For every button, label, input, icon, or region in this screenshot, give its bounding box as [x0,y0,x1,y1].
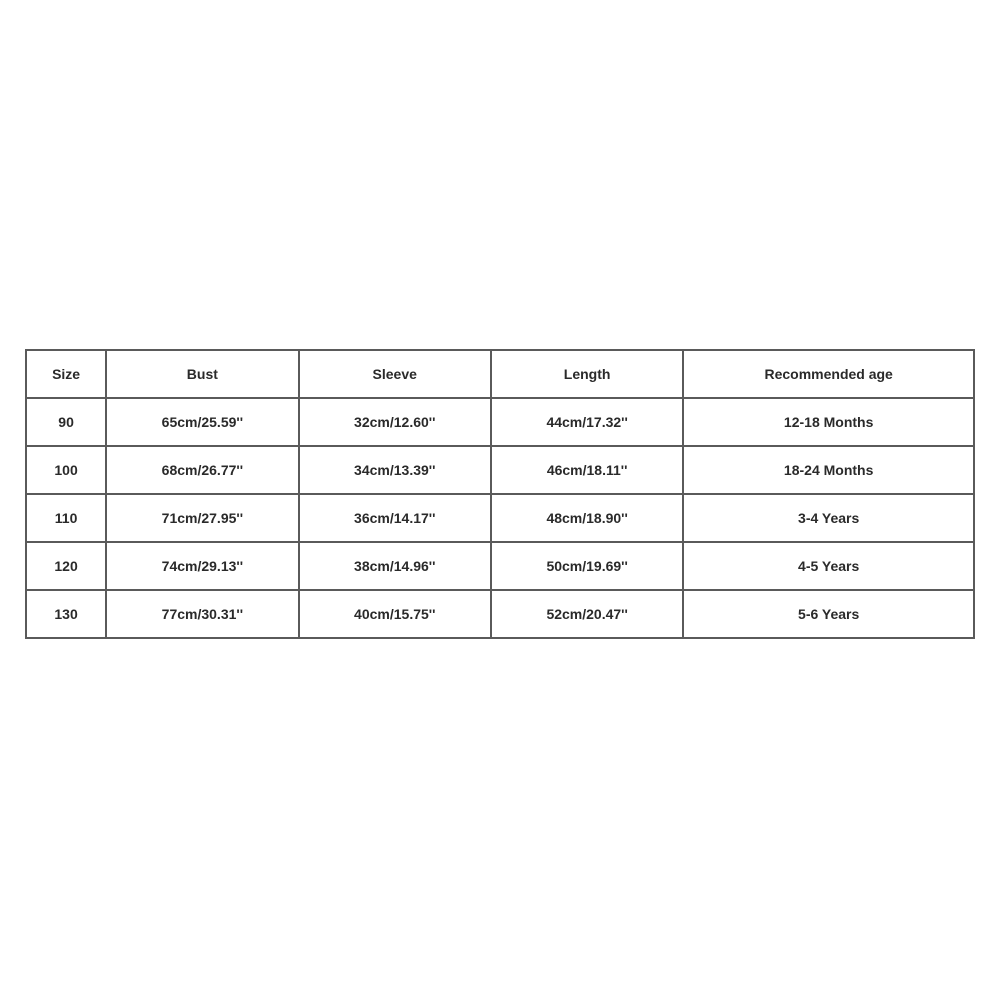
table-header-row [26,350,974,398]
cell-length: 48cm/18.90'' [491,494,683,542]
cell-size: 130 [26,590,106,638]
table-row [26,446,974,494]
cell-age: 5-6 Years [683,590,974,638]
cell-age: 18-24 Months [683,446,974,494]
cell-length: 46cm/18.11'' [491,446,683,494]
cell-bust: 68cm/26.77'' [106,446,298,494]
cell-sleeve: 34cm/13.39'' [299,446,491,494]
table-row [26,542,974,590]
cell-size: 120 [26,542,106,590]
cell-age: 4-5 Years [683,542,974,590]
cell-bust: 71cm/27.95'' [106,494,298,542]
cell-size: 110 [26,494,106,542]
cell-bust: 65cm/25.59'' [106,398,298,446]
cell-sleeve: 40cm/15.75'' [299,590,491,638]
header-bust: Bust [106,350,298,398]
cell-bust: 77cm/30.31'' [106,590,298,638]
cell-bust: 74cm/29.13'' [106,542,298,590]
table-row [26,590,974,638]
cell-length: 44cm/17.32'' [491,398,683,446]
header-size: Size [26,350,106,398]
cell-sleeve: 32cm/12.60'' [299,398,491,446]
cell-sleeve: 36cm/14.17'' [299,494,491,542]
table-row [26,494,974,542]
table-row [26,398,974,446]
cell-age: 12-18 Months [683,398,974,446]
cell-size: 100 [26,446,106,494]
cell-length: 52cm/20.47'' [491,590,683,638]
header-length: Length [491,350,683,398]
header-sleeve: Sleeve [299,350,491,398]
cell-age: 3-4 Years [683,494,974,542]
header-recommended-age: Recommended age [683,350,974,398]
cell-length: 50cm/19.69'' [491,542,683,590]
cell-sleeve: 38cm/14.96'' [299,542,491,590]
size-chart-table [25,349,975,639]
cell-size: 90 [26,398,106,446]
